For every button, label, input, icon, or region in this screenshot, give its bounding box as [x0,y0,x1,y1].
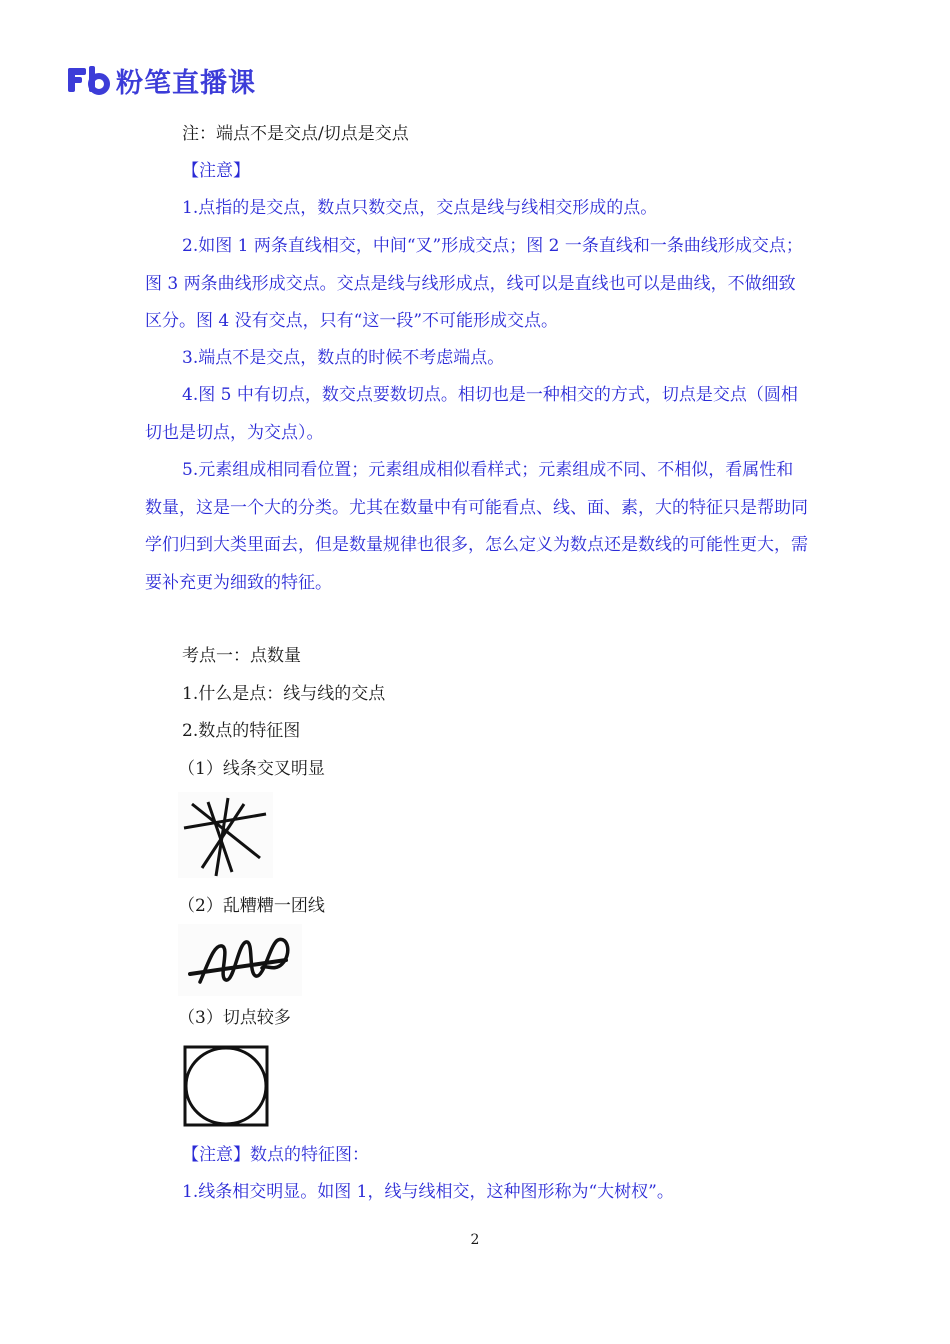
topic-title: 考点一：点数量 [182,646,301,666]
topic-item: 1.什么是点：线与线的交点 [182,684,386,704]
attention-item: 1.点指的是交点，数点只数交点，交点是线与线相交形成的点。 [182,198,658,218]
page-number: 2 [470,1232,480,1248]
attention-text: 数点的特征图： [250,1145,369,1165]
attention-item: 5.元素组成相同看位置；元素组成相似看样式；元素组成不同、不相似，看属性和数量，这是一个大的分类。尤其在数量中有可能看点、线、面、素，大的特征只是帮助同学们归到大类里面去，但是数量规律也很多，怎么定义为数点还是数线的可能性更大，需要补充更为细致的特征。 [145,460,808,593]
attention-line [182,1137,847,1175]
fb-logo-icon [66,62,110,98]
attention-item: 1.线条相交明显。如图 1，线与线相交，这种图形称为“大树杈”。 [182,1182,674,1202]
feature-label: （3）切点较多 [178,1008,291,1028]
brand-name: 粉笔直播课 [116,67,256,99]
brand-logo [66,60,256,100]
circle-in-square-figure [182,1044,272,1128]
attention-item: 2.如图 1 两条直线相交，中间“叉”形成交点；图 2 一条直线和一条曲线形成交点；图 3 两条曲线形成交点。交点是线与线形成点，线可以是直线也可以是曲线，不做细致区分。图 4 没有交点，只有“这一段”不可能形成交点。 [145,236,803,331]
note-line: 注：端点不是交点/切点是交点 [182,124,409,144]
feature-label: （2）乱糟糟一团线 [178,896,325,916]
feature-label: （1）线条交叉明显 [178,759,325,779]
attention-item: 4.图 5 中有切点，数交点要数切点。相切也是一种相交的方式，切点是交点（圆相切也是切点，为交点）。 [145,385,798,443]
attention-item: 3.端点不是交点，数点的时候不考虑端点。 [182,348,505,368]
scribble-figure [178,924,302,996]
attention-heading: 【注意】 [182,1145,250,1165]
attention-heading: 【注意】 [182,161,250,181]
topic-item: 2.数点的特征图 [182,721,301,741]
crossing-lines-figure [178,792,273,878]
